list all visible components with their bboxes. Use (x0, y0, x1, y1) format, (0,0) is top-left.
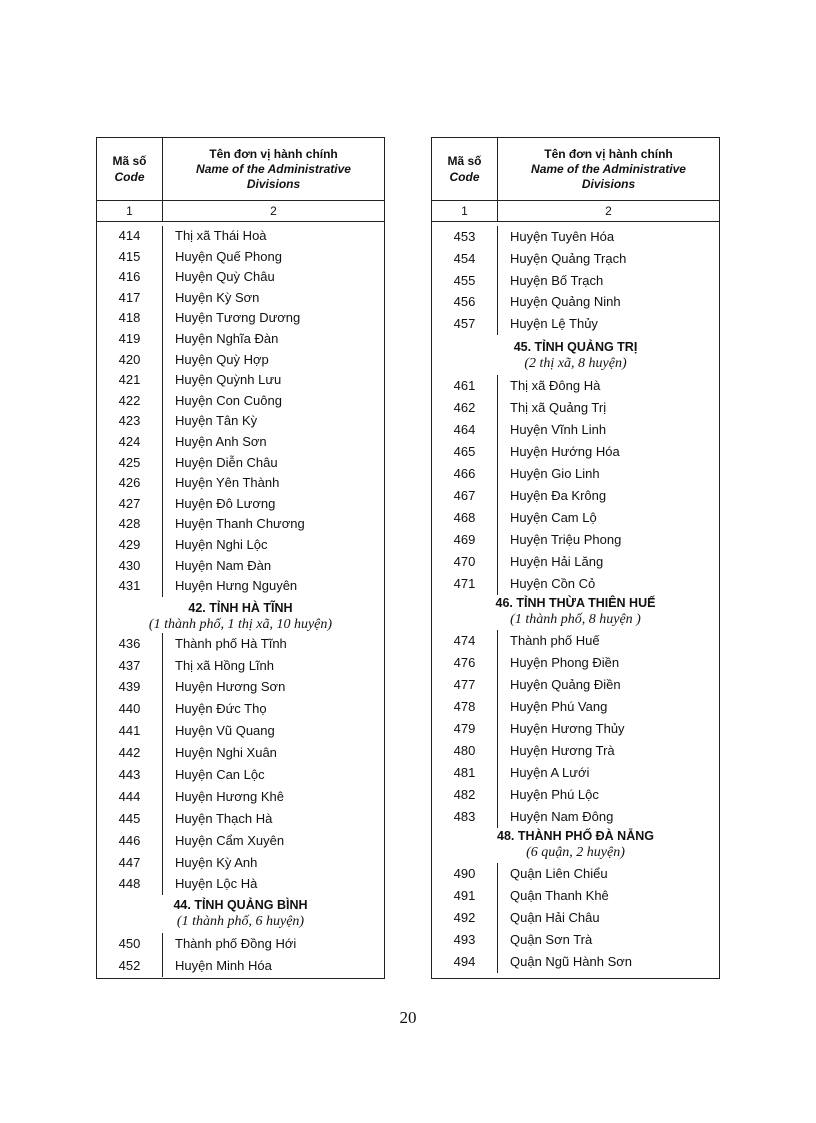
column-number-2: 2 (605, 204, 612, 218)
section-title: 48. THÀNH PHỐ ĐÀ NẴNG (497, 828, 654, 843)
division-code: 492 (453, 909, 476, 925)
division-code: 456 (453, 294, 476, 310)
table-row (97, 308, 384, 329)
division-name: Huyện Minh Hóa (162, 955, 384, 977)
division-code: 452 (118, 958, 141, 974)
name-header-en-1: Name of the Administrative (196, 161, 351, 176)
column-number-row (97, 201, 384, 222)
division-name: Quận Sơn Trà (497, 929, 719, 951)
table-row (432, 463, 719, 485)
division-name: Huyện Hướng Hóa (497, 441, 719, 463)
table-row (432, 419, 719, 441)
division-name: Huyện Lệ Thủy (497, 313, 719, 335)
division-code: 426 (118, 475, 141, 491)
name-header-en-1: Name of the Administrative (531, 161, 686, 176)
section-heading (432, 339, 719, 372)
division-code: 481 (453, 764, 476, 780)
division-name: Quận Ngũ Hành Sơn (497, 951, 719, 973)
division-name: Huyện Anh Sơn (162, 432, 384, 453)
table-row (432, 270, 719, 292)
table-row (432, 951, 719, 973)
division-code: 457 (453, 316, 476, 332)
division-name: Thành phố Hà Tĩnh (162, 633, 384, 655)
division-code: 476 (453, 654, 476, 670)
division-code: 430 (118, 557, 141, 573)
division-name: Huyện Thạch Hà (162, 808, 384, 830)
division-code: 491 (453, 887, 476, 903)
division-code: 415 (118, 248, 141, 264)
division-name: Huyện Hương Sơn (162, 676, 384, 698)
table-row (432, 740, 719, 762)
table-row (432, 929, 719, 951)
division-code: 440 (118, 701, 141, 717)
table-row (432, 674, 719, 696)
division-name: Huyện Nghi Xuân (162, 742, 384, 764)
division-code: 455 (453, 272, 476, 288)
division-code: 414 (118, 228, 141, 243)
section-title: 45. TỈNH QUẢNG TRỊ (513, 339, 638, 354)
code-header-vi: Mã số (447, 154, 482, 168)
division-name: Quận Liên Chiểu (497, 863, 719, 885)
code-header (432, 138, 498, 200)
table-row (97, 473, 384, 494)
division-name: Thị xã Thái Hoà (162, 226, 384, 247)
table-row (432, 551, 719, 573)
division-code: 428 (118, 516, 141, 532)
section-heading (432, 595, 719, 628)
table-body (432, 222, 719, 973)
code-header-vi: Mã số (112, 154, 147, 168)
page-number: 20 (399, 1008, 417, 1027)
table-row (97, 742, 384, 764)
table-row (432, 630, 719, 652)
division-name: Huyện A Lưới (497, 762, 719, 784)
table-row (432, 573, 719, 595)
section-subtitle: (1 thành phố, 1 thị xã, 10 huyện) (148, 616, 333, 632)
row-group (97, 933, 384, 977)
code-header (97, 138, 163, 200)
division-name: Huyện Phong Điền (497, 652, 719, 674)
table-row (432, 397, 719, 419)
name-header-vi: Tên đơn vị hành chính (544, 146, 673, 161)
division-name: Huyện Quế Phong (162, 247, 384, 268)
code-header-en: Code (114, 170, 145, 184)
table-row (97, 655, 384, 677)
table-row (97, 955, 384, 977)
division-code: 462 (453, 399, 476, 415)
table-row (432, 375, 719, 397)
section-heading (97, 897, 384, 930)
division-name: Huyện Vĩnh Linh (497, 419, 719, 441)
division-name: Quận Thanh Khê (497, 885, 719, 907)
division-code: 467 (453, 487, 476, 503)
division-code: 444 (118, 788, 141, 804)
division-code: 465 (453, 443, 476, 459)
division-name: Quận Hải Châu (497, 907, 719, 929)
left-table (96, 137, 385, 979)
table-row (97, 808, 384, 830)
table-row (432, 806, 719, 828)
division-code: 469 (453, 531, 476, 547)
division-name: Huyện Đa Krông (497, 485, 719, 507)
section-heading (97, 600, 384, 633)
division-name: Huyện Tuyên Hóa (497, 226, 719, 248)
division-code: 447 (118, 854, 141, 870)
table-row (97, 852, 384, 874)
division-name: Huyện Nam Đông (497, 806, 719, 828)
section-title: 46. TỈNH THỪA THIÊN HUẾ (495, 595, 656, 610)
table-row (432, 718, 719, 740)
row-group (432, 863, 719, 973)
division-code: 453 (453, 229, 476, 244)
division-code: 448 (118, 876, 141, 892)
row-group (432, 226, 719, 335)
division-code: 436 (118, 635, 141, 651)
division-code: 416 (118, 269, 141, 285)
row-group (97, 226, 384, 597)
division-name: Huyện Quảng Trạch (497, 248, 719, 270)
division-code: 480 (453, 742, 476, 758)
division-code: 442 (118, 745, 141, 761)
division-name: Huyện Quảng Ninh (497, 291, 719, 313)
division-code: 431 (118, 578, 141, 594)
division-code: 471 (453, 575, 476, 591)
table-row (432, 248, 719, 270)
table-row (432, 313, 719, 335)
division-code: 478 (453, 698, 476, 714)
table-row (97, 830, 384, 852)
division-code: 466 (453, 465, 476, 481)
division-name: Huyện Kỳ Sơn (162, 288, 384, 309)
section-subtitle: (2 thị xã, 8 huyện) (524, 355, 627, 371)
table-row (97, 247, 384, 268)
division-name: Huyện Phú Vang (497, 696, 719, 718)
table-row (432, 784, 719, 806)
division-code: 477 (453, 676, 476, 692)
division-code: 424 (118, 433, 141, 449)
division-code: 493 (453, 931, 476, 947)
table-body (97, 222, 384, 977)
division-code: 429 (118, 536, 141, 552)
name-header-en-2: Divisions (246, 176, 301, 191)
division-name: Huyện Quảng Điền (497, 674, 719, 696)
division-name: Huyện Thanh Chương (162, 514, 384, 535)
division-name: Huyện Hải Lăng (497, 551, 719, 573)
division-name: Huyện Lộc Hà (162, 873, 384, 895)
table-row (432, 652, 719, 674)
division-name: Huyện Cam Lộ (497, 507, 719, 529)
column-number-1: 1 (432, 201, 498, 221)
division-name: Huyện Hương Trà (497, 740, 719, 762)
table-row (97, 535, 384, 556)
division-name: Huyện Quỳ Châu (162, 267, 384, 288)
table-row (432, 885, 719, 907)
section-heading (432, 828, 719, 861)
table-row (432, 507, 719, 529)
column-number-2: 2 (270, 204, 277, 218)
division-name: Huyện Kỳ Anh (162, 852, 384, 874)
table-row (97, 370, 384, 391)
division-name: Huyện Yên Thành (162, 473, 384, 494)
table-row (97, 556, 384, 577)
division-code: 445 (118, 810, 141, 826)
division-code: 470 (453, 553, 476, 569)
table-row (97, 226, 384, 247)
division-code: 421 (118, 372, 141, 388)
table-row (97, 764, 384, 786)
table-row (432, 291, 719, 313)
division-code: 441 (118, 723, 141, 739)
column-number-1: 1 (97, 201, 163, 221)
division-code: 468 (453, 509, 476, 525)
table-row (97, 933, 384, 955)
section-subtitle: (1 thành phố, 6 huyện) (176, 914, 305, 930)
row-group (97, 633, 384, 896)
name-header (163, 138, 384, 200)
division-name: Huyện Cẩm Xuyên (162, 830, 384, 852)
division-code: 419 (118, 330, 141, 346)
division-name: Huyện Vũ Quang (162, 720, 384, 742)
code-header-en: Code (449, 170, 480, 184)
table-row (97, 267, 384, 288)
division-code: 454 (453, 250, 476, 266)
row-group (432, 375, 719, 595)
division-name: Huyện Diễn Châu (162, 453, 384, 474)
division-code: 450 (118, 936, 141, 952)
division-code: 418 (118, 310, 141, 326)
division-code: 443 (118, 767, 141, 783)
division-name: Huyện Quỳnh Lưu (162, 370, 384, 391)
section-subtitle: (6 quận, 2 huyện) (526, 844, 625, 860)
division-name: Huyện Hương Khê (162, 786, 384, 808)
row-group (432, 630, 719, 828)
division-name: Huyện Gio Linh (497, 463, 719, 485)
table-row (97, 350, 384, 371)
table-row (97, 873, 384, 895)
division-code: 420 (118, 351, 141, 367)
division-name: Huyện Bố Trạch (497, 270, 719, 292)
division-code: 490 (453, 865, 476, 881)
table-row (432, 907, 719, 929)
division-code: 461 (453, 377, 476, 393)
division-name: Huyện Tân Kỳ (162, 411, 384, 432)
division-name: Huyện Nam Đàn (162, 556, 384, 577)
division-code: 479 (453, 720, 476, 736)
division-name: Huyện Đức Thọ (162, 698, 384, 720)
division-code: 423 (118, 413, 141, 429)
table-row (97, 329, 384, 350)
division-code: 417 (118, 289, 141, 305)
table-row (97, 432, 384, 453)
division-name: Huyện Can Lộc (162, 764, 384, 786)
division-code: 482 (453, 786, 476, 802)
table-header (97, 138, 384, 201)
division-code: 425 (118, 454, 141, 470)
division-name: Huyện Quỳ Hợp (162, 350, 384, 371)
name-header-vi: Tên đơn vị hành chính (209, 146, 338, 161)
table-row (97, 494, 384, 515)
section-title: 44. TỈNH QUẢNG BÌNH (173, 898, 308, 913)
division-name: Thành phố Đồng Hới (162, 933, 384, 955)
division-name: Thị xã Quảng Trị (497, 397, 719, 419)
table-row (97, 633, 384, 655)
division-name: Thị xã Đông Hà (497, 375, 719, 397)
table-row (97, 453, 384, 474)
division-code: 446 (118, 832, 141, 848)
division-code: 437 (118, 657, 141, 673)
name-header-en-2: Divisions (581, 176, 636, 191)
table-row (97, 720, 384, 742)
table-row (97, 288, 384, 309)
division-name: Huyện Nghĩa Đàn (162, 329, 384, 350)
division-code: 483 (453, 808, 476, 824)
name-header (498, 138, 719, 200)
division-name: Huyện Nghi Lộc (162, 535, 384, 556)
column-number-row (432, 201, 719, 222)
table-row (432, 529, 719, 551)
division-name: Huyện Con Cuông (162, 391, 384, 412)
right-table (431, 137, 720, 979)
table-row (97, 786, 384, 808)
division-code: 494 (453, 953, 476, 969)
division-code: 422 (118, 392, 141, 408)
table-row (97, 514, 384, 535)
table-row (97, 411, 384, 432)
division-code: 474 (453, 632, 476, 648)
division-name: Thị xã Hồng Lĩnh (162, 655, 384, 677)
table-header (432, 138, 719, 201)
table-row (97, 676, 384, 698)
division-name: Huyện Tương Dương (162, 308, 384, 329)
section-subtitle: (1 thành phố, 8 huyện ) (510, 611, 641, 627)
division-name: Huyện Triệu Phong (497, 529, 719, 551)
division-code: 464 (453, 421, 476, 437)
division-name: Thành phố Huế (497, 630, 719, 652)
division-name: Huyện Đô Lương (162, 494, 384, 515)
table-row (432, 485, 719, 507)
table-row (97, 391, 384, 412)
table-row (432, 863, 719, 885)
division-name: Huyện Hương Thủy (497, 718, 719, 740)
division-code: 439 (118, 679, 141, 695)
table-row (432, 696, 719, 718)
section-title: 42. TỈNH HÀ TĨNH (188, 600, 293, 615)
division-name: Huyện Phú Lộc (497, 784, 719, 806)
division-name: Huyện Cồn Cỏ (497, 573, 719, 595)
table-row (97, 698, 384, 720)
table-row (432, 762, 719, 784)
division-code: 427 (118, 495, 141, 511)
table-row (432, 226, 719, 248)
table-row (432, 441, 719, 463)
table-row (97, 576, 384, 597)
division-name: Huyện Hưng Nguyên (162, 576, 384, 597)
